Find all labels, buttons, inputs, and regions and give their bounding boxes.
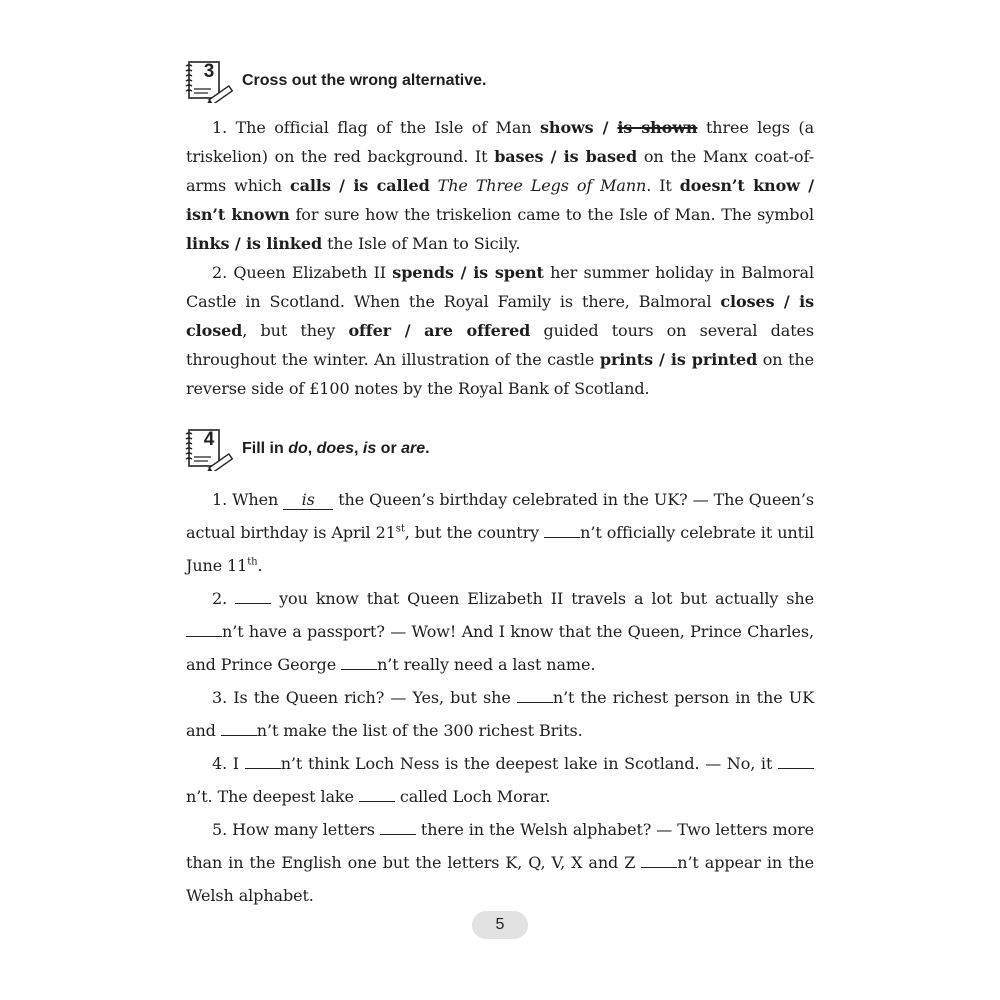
exercise-3-header: [184, 59, 486, 103]
answer-blank[interactable]: [341, 655, 377, 670]
answer-blank[interactable]: [186, 622, 222, 637]
exercise-4-item-4: 4. I n’t think Loch Ness is the deepest lake in Scotland. — No, it n’t. The deepest lake called Loch Morar.: [186, 747, 814, 813]
answer-blank[interactable]: [235, 589, 271, 604]
page-number: 5: [472, 911, 528, 939]
notebook-pencil-icon: [184, 59, 238, 103]
exercise-3-title: Cross out the wrong alternative.: [242, 72, 487, 89]
exercise-4-item-3: 3. Is the Queen rich? — Yes, but she n’t the richest person in the UK and n’t make the list of the 300 richest Brits.: [186, 688, 814, 740]
crossed-out-alternative: is shown: [617, 118, 698, 137]
answer-blank-filled: is: [283, 491, 333, 510]
exercise-4-header: [184, 427, 430, 471]
exercise-3-number: 3: [203, 61, 215, 82]
answer-blank[interactable]: [359, 787, 395, 802]
answer-blank[interactable]: [221, 721, 257, 736]
exercise-3-paragraph-1: 1. The official flag of the Isle of Man shows / is shown three legs (a triskelion) on the red background. It bases / is based on the Manx coat-of-arms which calls / is called The Three Legs of Mann. It doesn’t know / isn’t known for sure how the triskelion came to the Isle of Man. The symbol links / is linked the Isle of Man to Sicily.: [186, 118, 815, 253]
answer-blank[interactable]: [641, 853, 677, 868]
notebook-pencil-icon: [184, 427, 238, 471]
exercise-4-item-2: 2. you know that Queen Elizabeth II travels a lot but actually she n’t have a passport? — Wow! And I know that the Queen, Prince Charles, and Prince George n’t really need a last name.: [186, 589, 814, 674]
answer-blank[interactable]: [245, 754, 281, 769]
exercise-4-item-5: 5. How many letters there in the Welsh alphabet? — Two letters more than in the English one but the letters K, Q, V, X and Z n’t appear in the Welsh alphabet.: [186, 820, 814, 905]
answer-blank[interactable]: [544, 523, 580, 538]
answer-blank[interactable]: [778, 754, 814, 769]
exercise-4-item-1: 1. When is the Queen’s birthday celebrated in the UK? — The Queen’s actual birthday is April 21st, but the country n’t officially celebrate it until June 11th.: [186, 490, 814, 575]
exercise-4-body: [186, 483, 814, 912]
answer-blank[interactable]: [517, 688, 553, 703]
exercise-4-number: 4: [203, 429, 215, 450]
answer-blank[interactable]: [380, 820, 416, 835]
exercise-4-title: Fill in do, does, is or are.: [242, 440, 430, 457]
exercise-3-paragraph-2: 2. Queen Elizabeth II spends / is spent her summer holiday in Balmoral Castle in Scotland. When the Royal Family is there, Balmoral closes / is closed, but they offer / are offered guided tours on several dates throughout the winter. An illustration of the castle prints / is printed on the reverse side of £100 notes by the Royal Bank of Scotland.: [186, 263, 815, 398]
exercise-3-body: [186, 113, 814, 403]
